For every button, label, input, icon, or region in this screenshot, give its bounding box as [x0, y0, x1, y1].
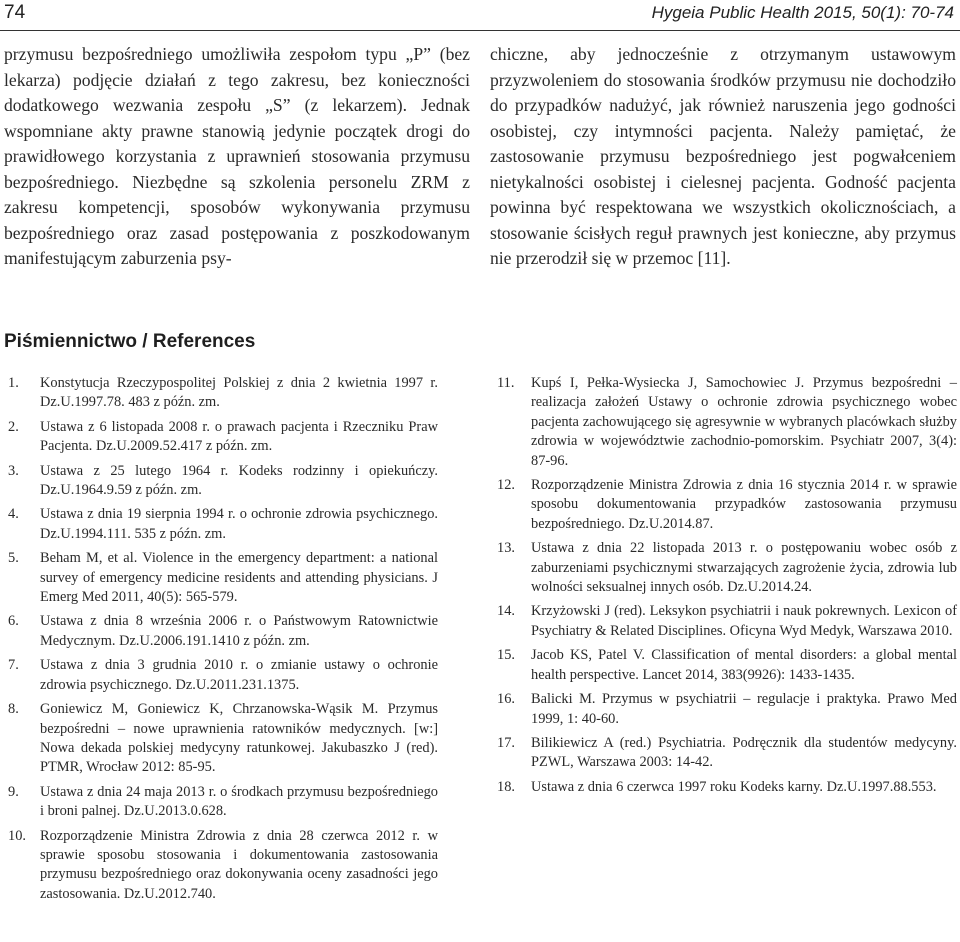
reference-item [497, 374, 957, 471]
references-heading: Piśmiennictwo / References [4, 331, 256, 352]
reference-number: 9. [8, 783, 19, 800]
reference-text: Ustawa z dnia 8 września 2006 r. o Państwowym Ratownictwie Medycznym. Dz.U.2006.191.1410 z późn. zm. [40, 613, 438, 649]
reference-text: Konstytucja Rzeczypospolitej Polskiej z dnia 2 kwietnia 1997 r. Dz.U.1997.78. 483 z późn. zm. [40, 375, 438, 411]
page-number: 74 [4, 2, 26, 23]
reference-item [8, 827, 438, 905]
reference-text: Ustawa z 25 lutego 1964 r. Kodeks rodzinny i opiekuńczy. Dz.U.1964.9.59 z późn. zm. [40, 462, 438, 499]
reference-text: Kupś I, Pełka-Wysiecka J, Samochowiec J. Przymus bezpośredni – realizacja założeń Ustawy o ochronie zdrowia psychicznego wobec pacjenta zachowującego się agresywnie w wybranych placówkach służby zdrowia w województwie zachodnio-pomorskim. Psychiatr 2007, 3(4): 87-96. [531, 375, 957, 469]
reference-number: 8. [8, 701, 19, 718]
references-list-left [8, 374, 438, 909]
reference-item [8, 549, 438, 607]
reference-number: 17. [497, 734, 515, 751]
reference-text: Rozporządzenie Ministra Zdrowia z dnia 16 stycznia 2014 r. w sprawie sposobu dokumentowania przypadków zastosowania przymusu bezpośredniego. Dz.U.2014.87. [531, 477, 957, 532]
reference-text: Ustawa z dnia 6 czerwca 1997 roku Kodeks karny. Dz.U.1997.88.553. [531, 778, 937, 795]
reference-item [497, 476, 957, 534]
reference-number: 16. [497, 691, 515, 708]
reference-number: 6. [8, 613, 19, 630]
body-paragraph: chiczne, aby jednocześnie z otrzymanym ustawowym przyzwoleniem do stosowania środków przymusu nie dochodziło do przypadków nadużyć, jak również naruszenia jego godności osobistej, czy intymności pacjenta. Należy pamiętać, że zastosowanie przymusu bezpośredniego jest pogwałceniem nietykalności osobistej i cielesnej pacjenta. Godność pacjenta powinna być respektowana we wszystkich okolicznościach, a stosowanie ścisłych reguł prawnych jest konieczne, aby przymus nie przerodził się w przemoc [11]. [490, 44, 956, 268]
reference-text: Goniewicz M, Goniewicz K, Chrzanowska-Wąsik M. Przymus bezpośredni – nowe uprawnienia ratowników medycznych. [w:] Nowa dekada polskiej medycyny ratunkowej. Jakubaszko J (red). PTMR, Wrocław 2012: 85-95. [40, 701, 438, 776]
reference-number: 18. [497, 778, 515, 795]
reference-item [8, 374, 438, 413]
reference-text: Krzyżowski J (red). Leksykon psychiatrii i nauk pokrewnych. Lexicon of Psychiatry & Related Disciplines. Oficyna Wyd Medyk, Warszawa 2010. [531, 603, 957, 639]
reference-number: 2. [8, 418, 19, 435]
reference-text: Ustawa z dnia 24 maja 2013 r. o środkach przymusu bezpośredniego i broni palnej. Dz.U.2013.0.628. [40, 783, 438, 820]
reference-number: 10. [8, 827, 26, 844]
reference-item [497, 778, 957, 797]
reference-text: Ustawa z 6 listopada 2008 r. o prawach pacjenta i Rzeczniku Praw Pacjenta. Dz.U.2009.52.417 z późn. zm. [40, 418, 438, 455]
reference-item [8, 783, 438, 822]
reference-number: 1. [8, 375, 19, 391]
reference-number: 12. [497, 477, 515, 494]
reference-text: Ustawa z dnia 22 listopada 2013 r. o postępowaniu wobec osób z zaburzeniami psychicznymi stwarzających zagrożenie życia, zdrowia lub wolności seksualnej innych osób. Dz.U.2014.24. [531, 540, 957, 596]
reference-number: 5. [8, 550, 19, 567]
references-list-right [497, 374, 957, 802]
reference-item [8, 418, 438, 457]
reference-number: 11. [497, 375, 515, 391]
reference-item [8, 700, 438, 778]
reference-item [497, 646, 957, 685]
body-column-right [490, 42, 956, 272]
reference-item [8, 462, 438, 501]
reference-text: Rozporządzenie Ministra Zdrowia z dnia 28 czerwca 2012 r. w sprawie sposobu stosowania i dokumentowania zastosowania przymusu bezpośredniego oraz dokonywania oceny zasadności jego zastosowania. Dz.U.2012.740. [40, 827, 438, 902]
page-header [0, 0, 960, 31]
reference-item [497, 602, 957, 641]
body-column-left [4, 42, 470, 272]
reference-item [8, 656, 438, 695]
reference-number: 15. [497, 647, 515, 664]
reference-number: 4. [8, 506, 19, 523]
reference-item [497, 690, 957, 729]
journal-citation: Hygeia Public Health 2015, 50(1): 70-74 [651, 3, 954, 22]
reference-item [497, 734, 957, 773]
reference-item [8, 505, 438, 544]
reference-number: 14. [497, 603, 515, 620]
reference-text: Ustawa z dnia 19 sierpnia 1994 r. o ochronie zdrowia psychicznego. Dz.U.1994.111. 535 z późn. zm. [40, 506, 438, 542]
reference-number: 3. [8, 462, 19, 479]
reference-text: Jacob KS, Patel V. Classification of mental disorders: a global mental health perspective. Lancet 2014, 383(9926): 1433-1435. [531, 647, 957, 683]
reference-number: 13. [497, 540, 515, 557]
reference-number: 7. [8, 657, 19, 674]
reference-text: Beham M, et al. Violence in the emergency department: a national survey of emergency medicine residents and attending physicians. J Emerg Med 2011, 40(5): 565-579. [40, 550, 438, 606]
reference-item [497, 539, 957, 597]
reference-text: Ustawa z dnia 3 grudnia 2010 r. o zmianie ustawy o ochronie zdrowia psychicznego. Dz.U.2011.231.1375. [40, 657, 438, 693]
body-paragraph: przymusu bezpośredniego umożliwiła zespołom typu „P” (bez lekarza) podjęcie działań z tego zakresu, bez konieczności dodatkowego wezwania zespołu „S” (z lekarzem). Jednak wspomniane akty prawne stanowią jedynie początek drogi do prawidłowego korzystania z uprawnień stosowania przymusu bezpośredniego. Niezbędne są szkolenia personelu ZRM z zakresu kompetencji, sposobów wykonywania przymusu bezpośredniego oraz zasad postępowania z poszkodowanym manifestującym zaburzenia psy- [4, 44, 470, 268]
reference-text: Bilikiewicz A (red.) Psychiatria. Podręcznik dla studentów medycyny. PZWL, Warszawa 2003: 14-42. [531, 734, 957, 771]
reference-text: Balicki M. Przymus w psychiatrii – regulacje i praktyka. Prawo Med 1999, 1: 40-60. [531, 691, 957, 727]
reference-item [8, 612, 438, 651]
